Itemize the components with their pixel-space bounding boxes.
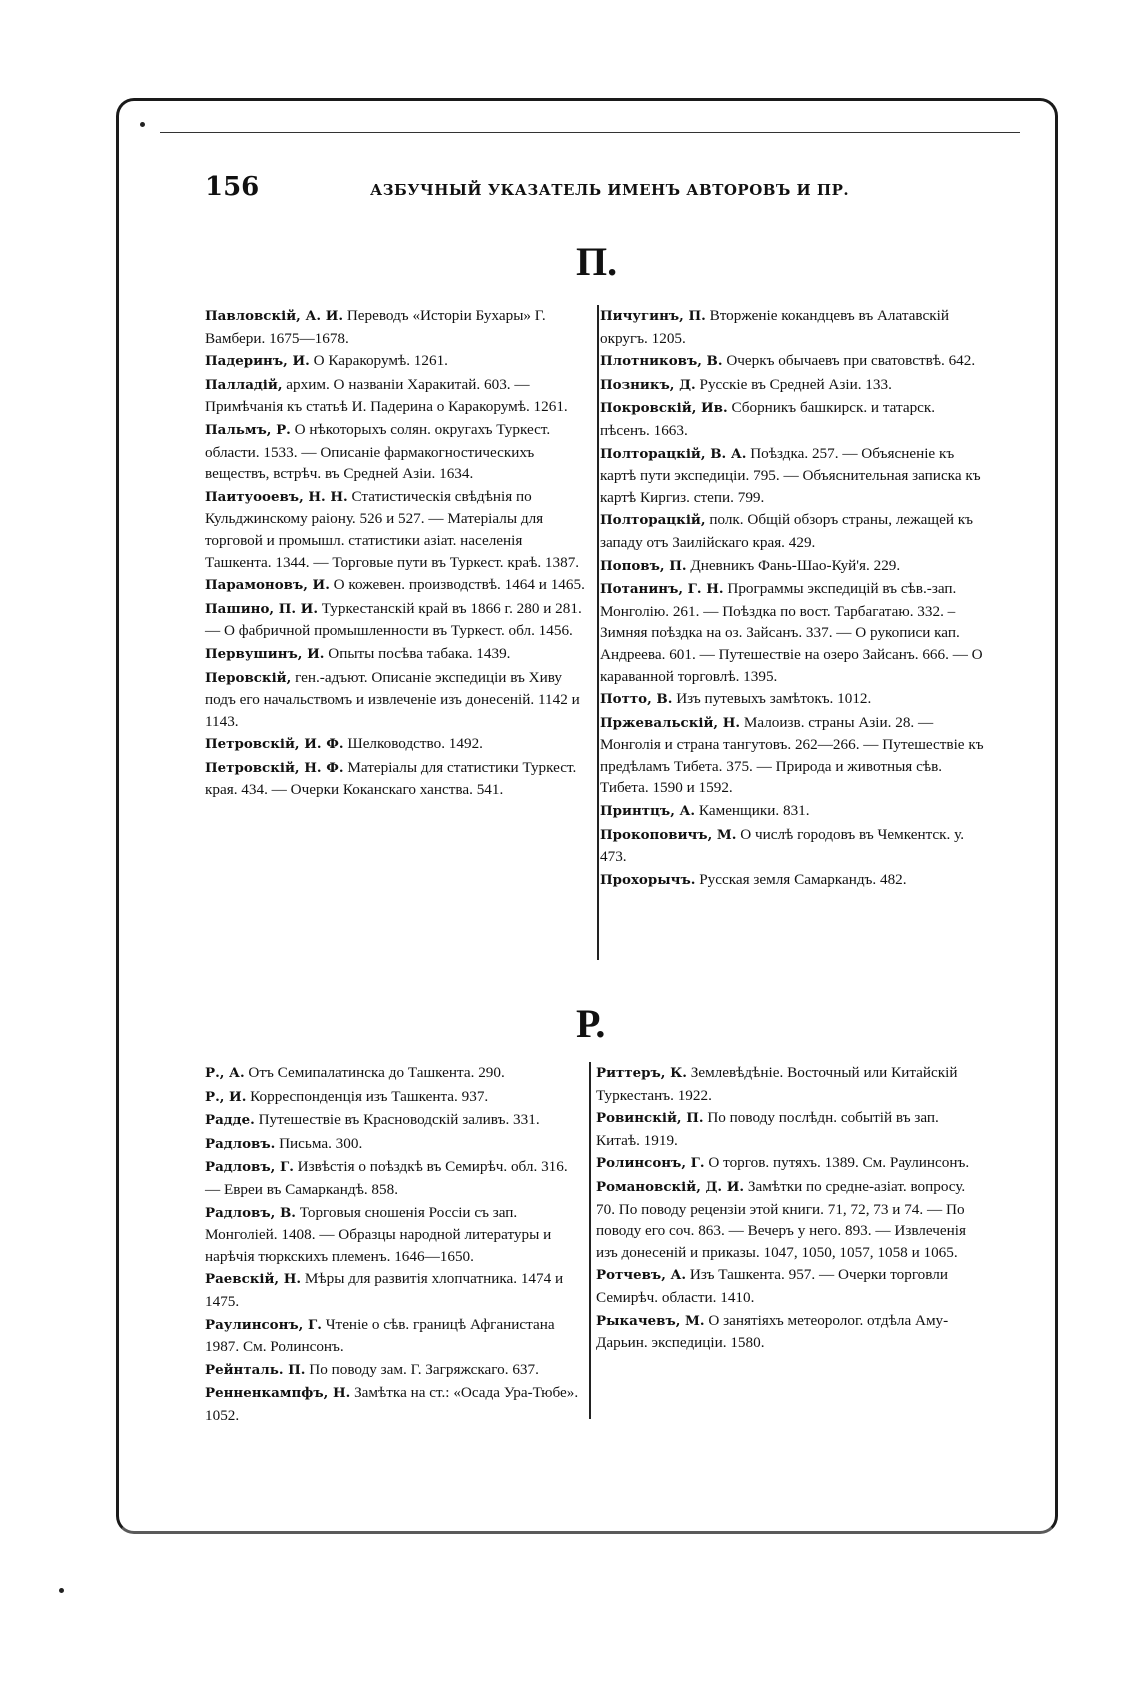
index-entry (205, 598, 585, 642)
entry-author-name: Ролинсонъ, Г. (596, 1155, 705, 1172)
entry-author-name: Радловъ, Г. (205, 1159, 294, 1176)
section-heading-r: Р. (576, 1001, 606, 1046)
index-entry (205, 1156, 585, 1200)
entry-author-name: Покровскій, Ив. (600, 400, 728, 417)
entry-author-name: Полторацкій, (600, 512, 706, 529)
entry-description: архим. О названіи Харакитай. 603. — Примѣчанія къ статьѣ И. Падерина о Каракорумѣ. 1261. (205, 375, 568, 416)
print-speck (140, 122, 145, 127)
entry-author-name: Радловъ. (205, 1135, 276, 1152)
index-entry (600, 305, 986, 349)
index-entry (596, 1310, 986, 1354)
entry-description: Изъ Ташкента. 957. — Очерки торговли Семирѣч. области. 1410. (596, 1266, 948, 1306)
index-entry (205, 1382, 585, 1426)
entry-description: О занятіяхъ метеоролог. отдѣла Аму-Дарьин. экспедиціи. 1580. (596, 1311, 949, 1352)
entry-author-name: Ренненкампфъ, Н. (205, 1385, 351, 1402)
entry-author-name: Прохорычъ. (600, 871, 696, 888)
section-r-left-column (205, 1062, 585, 1427)
entry-author-name: Принтцъ, А. (600, 803, 696, 820)
index-entry (205, 419, 585, 485)
print-speck (59, 1588, 64, 1593)
entry-author-name: Прокоповичъ, М. (600, 826, 737, 843)
index-entry (205, 1109, 585, 1132)
entry-author-name: Петровскій, Н. Ф. (205, 759, 344, 776)
entry-author-name: Раулинсонъ, Г. (205, 1316, 322, 1333)
entry-description: Шелководство. 1492. (343, 735, 483, 753)
entry-author-name: Потанинъ, Г. Н. (600, 581, 724, 598)
entry-author-name: Палладій, (205, 376, 283, 393)
entry-description: Землевѣдѣніе. Восточный или Китайскій Туркестанъ. 1922. (596, 1064, 958, 1104)
running-title: АЗБУЧНЫЙ УКАЗАТЕЛЬ ИМЕНЪ АВТОРОВЪ И ПР. (370, 181, 850, 199)
index-entry (205, 1359, 585, 1382)
entry-description: Программы экспедицій въ сѣв.-зап. Монголію. 261. — Поѣздка по вост. Тарбагатаю. 332. – Зимняя поѣздка на оз. Зайсанъ. 337. — О рукописи кап. Андреева. 601. — Путешествіе на озеро Зайсанъ. 666. — О караванной торговлѣ. 1395. (600, 580, 983, 685)
entry-description: Сборникъ башкирск. и татарск. пѣсенъ. 1663. (600, 399, 936, 439)
index-entry (600, 712, 986, 799)
entry-author-name: Пичугинъ, П. (600, 308, 706, 324)
index-entry (205, 350, 585, 373)
index-entry (205, 1314, 585, 1358)
column-divider (589, 1062, 591, 1419)
entry-author-name: Перовскій, (205, 669, 292, 686)
entry-description: Отъ Семипалатинска до Ташкента. 290. (244, 1064, 505, 1081)
entry-author-name: Первушинъ, И. (205, 645, 325, 662)
entry-description: О числѣ городовъ въ Чемкентск. у. 473. (600, 825, 964, 866)
index-entry (596, 1176, 986, 1263)
entry-author-name: Полторацкій, В. А. (600, 445, 747, 462)
index-entry (600, 578, 986, 687)
entry-author-name: Пашино, П. И. (205, 600, 318, 617)
column-divider (597, 305, 599, 960)
entry-description: Корреспонденція изъ Ташкента. 937. (246, 1087, 489, 1105)
entry-description: Замѣтки по средне-азіат. вопросу. 70. По поводу рецензіи этой книги. 71, 72, 73 и 74. — По поводу его соч. 863. — Вечеръ у него. 893. — Извлеченія изъ донесеній и приказы. 1047, 1050, 1057, 1058 и 1065. (596, 1177, 966, 1261)
entry-description: Чтеніе о сѣв. границѣ Афганистана 1987. См. Ролинсонъ. (205, 1315, 555, 1356)
index-entry (205, 1133, 585, 1156)
index-entry (205, 305, 585, 349)
entry-author-name: Павловскій, А. И. (205, 308, 344, 324)
entry-description: Опыты посѣва табака. 1439. (324, 644, 511, 662)
entry-author-name: Риттеръ, К. (596, 1065, 687, 1081)
entry-description: О торгов. путяхъ. 1389. См. Раулинсонъ. (704, 1154, 970, 1172)
entry-description: О нѣкоторыхъ солян. округахъ Туркест. области. 1533. — Описаніе фармакогностическихъ веществъ, встрѣч. въ Средней Азіи. 1634. (205, 420, 551, 483)
entry-description: полк. Общій обзоръ страны, лежащей къ западу отъ Заилійскаго края. 429. (600, 511, 973, 551)
entry-description: По поводу зам. Г. Загряжскаго. 637. (305, 1360, 539, 1378)
entry-description: Изъ путевыхъ замѣтокъ. 1012. (672, 690, 872, 708)
index-entry (205, 643, 585, 666)
entry-author-name: Петровскій, И. Ф. (205, 736, 344, 753)
entry-description: Русская земля Самаркандъ. 482. (695, 870, 907, 888)
entry-author-name: Паитуооевъ, Н. Н. (205, 488, 348, 505)
section-heading-p: П. (576, 239, 618, 284)
entry-author-name: Пржевальскій, Н. (600, 714, 741, 731)
entry-description: Переводъ «Исторіи Бухары» Г. Вамбери. 1675—1678. (205, 307, 546, 347)
section-p-right-column (600, 305, 986, 891)
index-entry (600, 374, 986, 397)
index-entry (600, 688, 986, 711)
entry-description: Вторженіе кокандцевъ въ Алатавскій округъ. 1205. (600, 307, 949, 347)
entry-description: По поводу послѣдн. событій въ зап. Китаѣ. 1919. (596, 1109, 939, 1149)
entry-author-name: Р., И. (205, 1088, 247, 1105)
index-entry (600, 869, 986, 892)
index-entry (205, 574, 585, 597)
entry-description: ген.-адъют. Описаніе экспедиціи въ Хиву подъ его начальствомъ и извлеченіе изъ донесеній. 1142 и 1143. (205, 668, 580, 730)
entry-description: Каменщики. 831. (695, 802, 810, 820)
entry-description: О Каракорумѣ. 1261. (309, 352, 448, 370)
entry-description: Туркестанскій край въ 1866 г. 280 и 281. — О фабричной промышленности въ Туркест. обл. 1456. (205, 599, 582, 640)
entry-author-name: Плотниковъ, В. (600, 353, 723, 370)
entry-author-name: Парамоновъ, И. (205, 577, 330, 594)
entry-description: Дневникъ Фань-Шао-Куй'я. 229. (686, 556, 901, 574)
index-entry (205, 733, 585, 756)
entry-description: Торговыя сношенія Россіи съ зап. Монголіей. 1408. — Образцы народной литературы и нарѣчія тюркскихъ племенъ. 1646—1650. (205, 1203, 552, 1265)
index-entry (600, 443, 986, 509)
index-entry (205, 486, 585, 573)
entry-author-name: Радде. (205, 1112, 255, 1129)
entry-description: Путешествіе въ Красноводскій заливъ. 331. (254, 1111, 540, 1129)
entry-author-name: Романовскій, Д. И. (596, 1178, 745, 1195)
entry-description: Матеріалы для статистики Туркест. края. 434. — Очерки Коканскаго ханства. 541. (205, 758, 577, 799)
page-header (205, 172, 995, 212)
entry-author-name: Рейнталь. П. (205, 1361, 306, 1378)
index-entry (205, 757, 585, 801)
index-entry (600, 824, 986, 868)
index-entry (600, 397, 986, 441)
entry-description: Замѣтка на ст.: «Осада Ура-Тюбе». 1052. (205, 1384, 579, 1424)
index-entry (205, 1202, 585, 1268)
index-entry (596, 1062, 986, 1106)
entry-author-name: Позникъ, Д. (600, 376, 696, 393)
section-r-right-column (596, 1062, 986, 1354)
entry-description: Письма. 300. (275, 1134, 363, 1152)
index-entry (205, 374, 585, 418)
entry-author-name: Поповъ, П. (600, 557, 687, 574)
entry-author-name: Раевскій, Н. (205, 1271, 302, 1288)
entry-description: Мѣры для развитія хлопчатника. 1474 и 1475. (205, 1270, 564, 1310)
entry-description: Русскіе въ Средней Азіи. 133. (695, 375, 892, 393)
index-entry (205, 1268, 585, 1312)
entry-description: О кожевен. производствѣ. 1464 и 1465. (329, 576, 585, 594)
page-number: 156 (205, 172, 260, 202)
index-entry (600, 800, 986, 823)
index-entry (600, 509, 986, 553)
entry-author-name: Рыкачевъ, М. (596, 1312, 705, 1329)
entry-description: Извѣстія о поѣздкѣ въ Семирѣч. обл. 316. — Евреи въ Самаркандѣ. 858. (205, 1158, 568, 1198)
entry-author-name: Падеринъ, И. (205, 353, 310, 370)
entry-author-name: Ровинскій, П. (596, 1110, 704, 1127)
entry-description: Малоизв. страны Азіи. 28. — Монголія и страна тангутовъ. 262—266. — Путешествіе къ предѣламъ Тибета. 375. — Природа и животныя сѣв. Тибета. 1590 и 1592. (600, 713, 984, 797)
entry-author-name: Р., А. (205, 1065, 245, 1081)
entry-author-name: Ротчевъ, А. (596, 1267, 687, 1284)
entry-description: Очеркъ обычаевъ при сватовствѣ. 642. (722, 352, 976, 370)
entry-description: Статистическія свѣдѣнія по Кульджинскому раіону. 526 и 527. — Матеріалы для торговой и промышл. статистики азіат. населенія Ташкента. 1344. — Торговые пути въ Туркест. краѣ. 1387. (205, 487, 580, 571)
entry-author-name: Потто, В. (600, 691, 673, 708)
section-p-left-column (205, 305, 585, 801)
entry-author-name: Радловъ, В. (205, 1204, 296, 1221)
index-entry (600, 350, 986, 373)
entry-author-name: Пальмъ, Р. (205, 421, 291, 438)
header-rule (160, 132, 1020, 133)
index-entry (600, 555, 986, 578)
index-entry (205, 1086, 585, 1109)
entry-description: Поѣздка. 257. — Объясненіе къ картѣ пути экспедиціи. 795. — Объяснительная записка къ картѣ Киргиз. степи. 799. (600, 444, 981, 506)
index-entry (205, 1062, 585, 1085)
index-entry (596, 1107, 986, 1151)
index-entry (596, 1264, 986, 1308)
index-entry (596, 1152, 986, 1175)
index-entry (205, 667, 585, 733)
